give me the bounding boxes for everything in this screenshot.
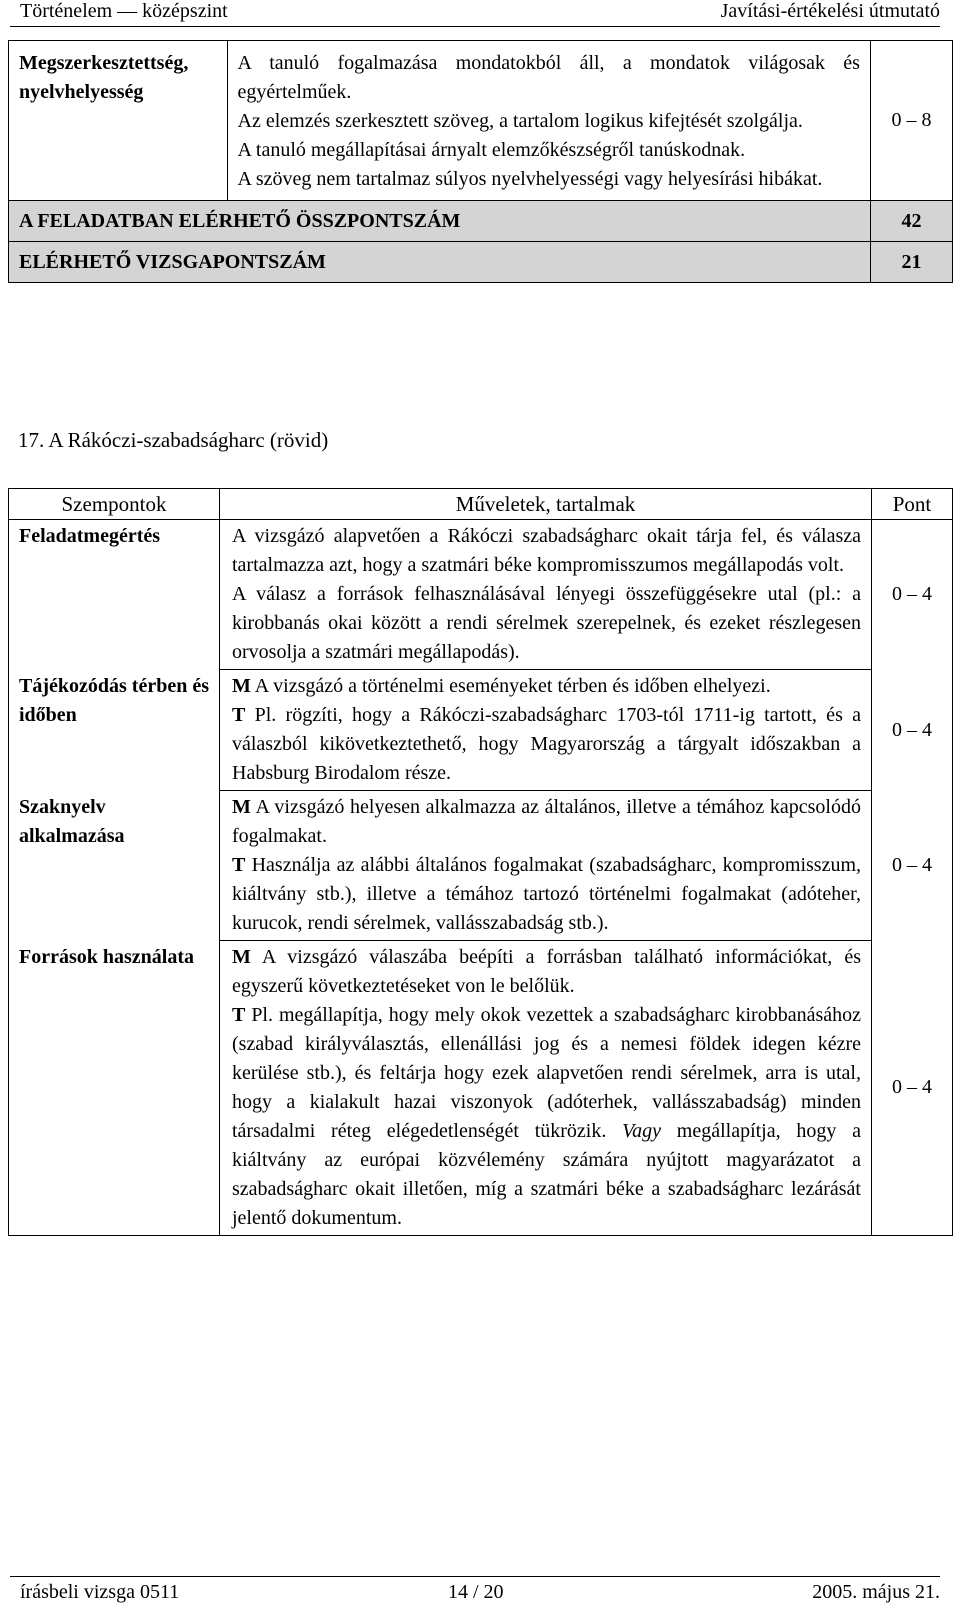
total-value: 42: [870, 201, 952, 242]
criterion-cell: Megszerkesztettség, nyelvhelyesség: [9, 41, 228, 201]
criterion-cell: Tájékozódás térben és időben: [9, 670, 220, 791]
total-label: A FELADATBAN ELÉRHETŐ ÖSSZPONTSZÁM: [9, 201, 871, 242]
description-line: A szöveg nem tartalmaz súlyos nyelvhelyességi vagy helyesírási hibákat.: [237, 168, 823, 190]
description-line: Az elemzés szerkesztett szöveg, a tartalom logikus kifejtését szolgálja.: [237, 110, 803, 132]
exam-total-value: 21: [870, 242, 952, 283]
table-row: [9, 670, 953, 791]
footer-date: 2005. május 21.: [812, 1581, 940, 1603]
table-header-row: [9, 489, 953, 520]
points-cell: 0 – 4: [872, 791, 953, 941]
points-cell: 0 – 4: [872, 520, 953, 670]
description-paragraph: A vizsgázó alapvetően a Rákóczi szabadságharc okait tárja fel, és válasza tartalmazza azt, hogy a szatmári béke kompromisszumos megállapodás volt.: [232, 525, 861, 576]
description-cell: [227, 41, 870, 201]
criterion-cell: Szaknyelv alkalmazása: [9, 791, 220, 941]
minimum-requirement: [232, 793, 861, 851]
column-header-operations: Műveletek, tartalmak: [220, 489, 872, 520]
minimum-requirement: [232, 943, 861, 1001]
example-content: [232, 1001, 861, 1233]
description-cell: [220, 941, 872, 1236]
header-document-type: Javítási-értékelési útmutató: [720, 0, 940, 22]
m-tag: M: [232, 675, 251, 697]
header-subject: Történelem — középszint: [20, 0, 228, 22]
footer-exam-code: írásbeli vizsga 0511: [20, 1581, 180, 1603]
table-row: [9, 941, 953, 1236]
section-title: 17. A Rákóczi-szabadságharc (rövid): [18, 428, 329, 452]
table-row: [9, 791, 953, 941]
example-content: [232, 701, 861, 788]
description-cell: [220, 520, 872, 670]
description-paragraph: A válasz a források felhasználásával lényegi összefüggésekre utal (pl.: a kirobbanás okai között a rendi sérelmek szerepelnek, és ezeket részlegesen orvosolja a szatmári megállapodás).: [232, 583, 861, 663]
criterion-cell: Források használata: [9, 941, 220, 1236]
t-tag: T: [232, 1004, 246, 1026]
previous-task-scoring-table: [8, 40, 953, 283]
exam-total-row: [9, 242, 953, 283]
t-text: Használja az alábbi általános fogalmakat (szabadságharc, kompromisszum, kiáltvány stb.), illetve a témához tartozó történelmi fogalmakat (adóteher, kurucok, rendi sérelmek, vallásszabadság stb.).: [232, 854, 862, 934]
table-row: [9, 520, 953, 670]
t-text: Pl. rögzíti, hogy a Rákóczi-szabadságharc 1703-tól 1711-ig tartott, és a válaszból kikövetkeztethető, hogy Magyarország a tárgyalt időszakban a Habsburg Birodalom része.: [232, 704, 861, 784]
example-content: [232, 851, 861, 938]
t-italic-word: Vagy: [622, 1120, 661, 1142]
exam-total-label: ELÉRHETŐ VIZSGAPONTSZÁM: [9, 242, 871, 283]
description-line: A tanuló megállapításai árnyalt elemzőkészségről tanúskodnak.: [237, 139, 746, 161]
m-text: A vizsgázó a történelmi eseményeket térben és időben elhelyezi.: [254, 675, 771, 697]
description-cell: [220, 791, 872, 941]
points-cell: 0 – 8: [870, 41, 952, 201]
total-row: [9, 201, 953, 242]
m-tag: M: [232, 796, 251, 818]
page-footer: [10, 1576, 940, 1607]
scoring-table: [8, 488, 953, 1236]
m-tag: M: [232, 946, 251, 968]
description-line: A tanuló fogalmazása mondatokból áll, a mondatok világosak és egyértelműek.: [237, 52, 860, 103]
column-header-criteria: Szempontok: [9, 489, 220, 520]
points-cell: 0 – 4: [872, 941, 953, 1236]
page-header: [10, 0, 940, 27]
t-text-continued: megállapítja, hogy a kiáltvány az európai közvélemény számára nyújtott magyarázatot a szabadságharc okait illetően, míg a szatmári béke a szabadságharc lezárását jelentő dokumentum.: [232, 1120, 862, 1229]
column-header-points: Pont: [872, 489, 953, 520]
t-tag: T: [232, 854, 246, 876]
m-text: A vizsgázó helyesen alkalmazza az általános, illetve a témához kapcsolódó fogalmakat.: [232, 796, 861, 847]
footer-page-number: 14 / 20: [448, 1581, 504, 1603]
t-tag: T: [232, 704, 246, 726]
minimum-requirement: [232, 672, 861, 701]
points-cell: 0 – 4: [872, 670, 953, 791]
description-cell: [220, 670, 872, 791]
m-text: A vizsgázó válaszába beépíti a forrásban található információkat, és egyszerű következtetéseket von le belőlük.: [232, 946, 861, 997]
criterion-cell: Feladatmegértés: [9, 520, 220, 670]
table-row: [9, 41, 953, 201]
t-text: Pl. megállapítja, hogy mely okok vezettek a szabadságharc kirobbanásához (szabad királyválasztás, ellenállási jog és a nemesi földek idegen kézre kerülése stb.), és feltárja hogy ezek alapvetően rendi sérelmek, arra is utal, hogy a kialakult hazai viszonyok (adóterhek, vallásszabadság) minden társadalmi réteg elégedetlenségét tükrözik.: [232, 1004, 862, 1142]
